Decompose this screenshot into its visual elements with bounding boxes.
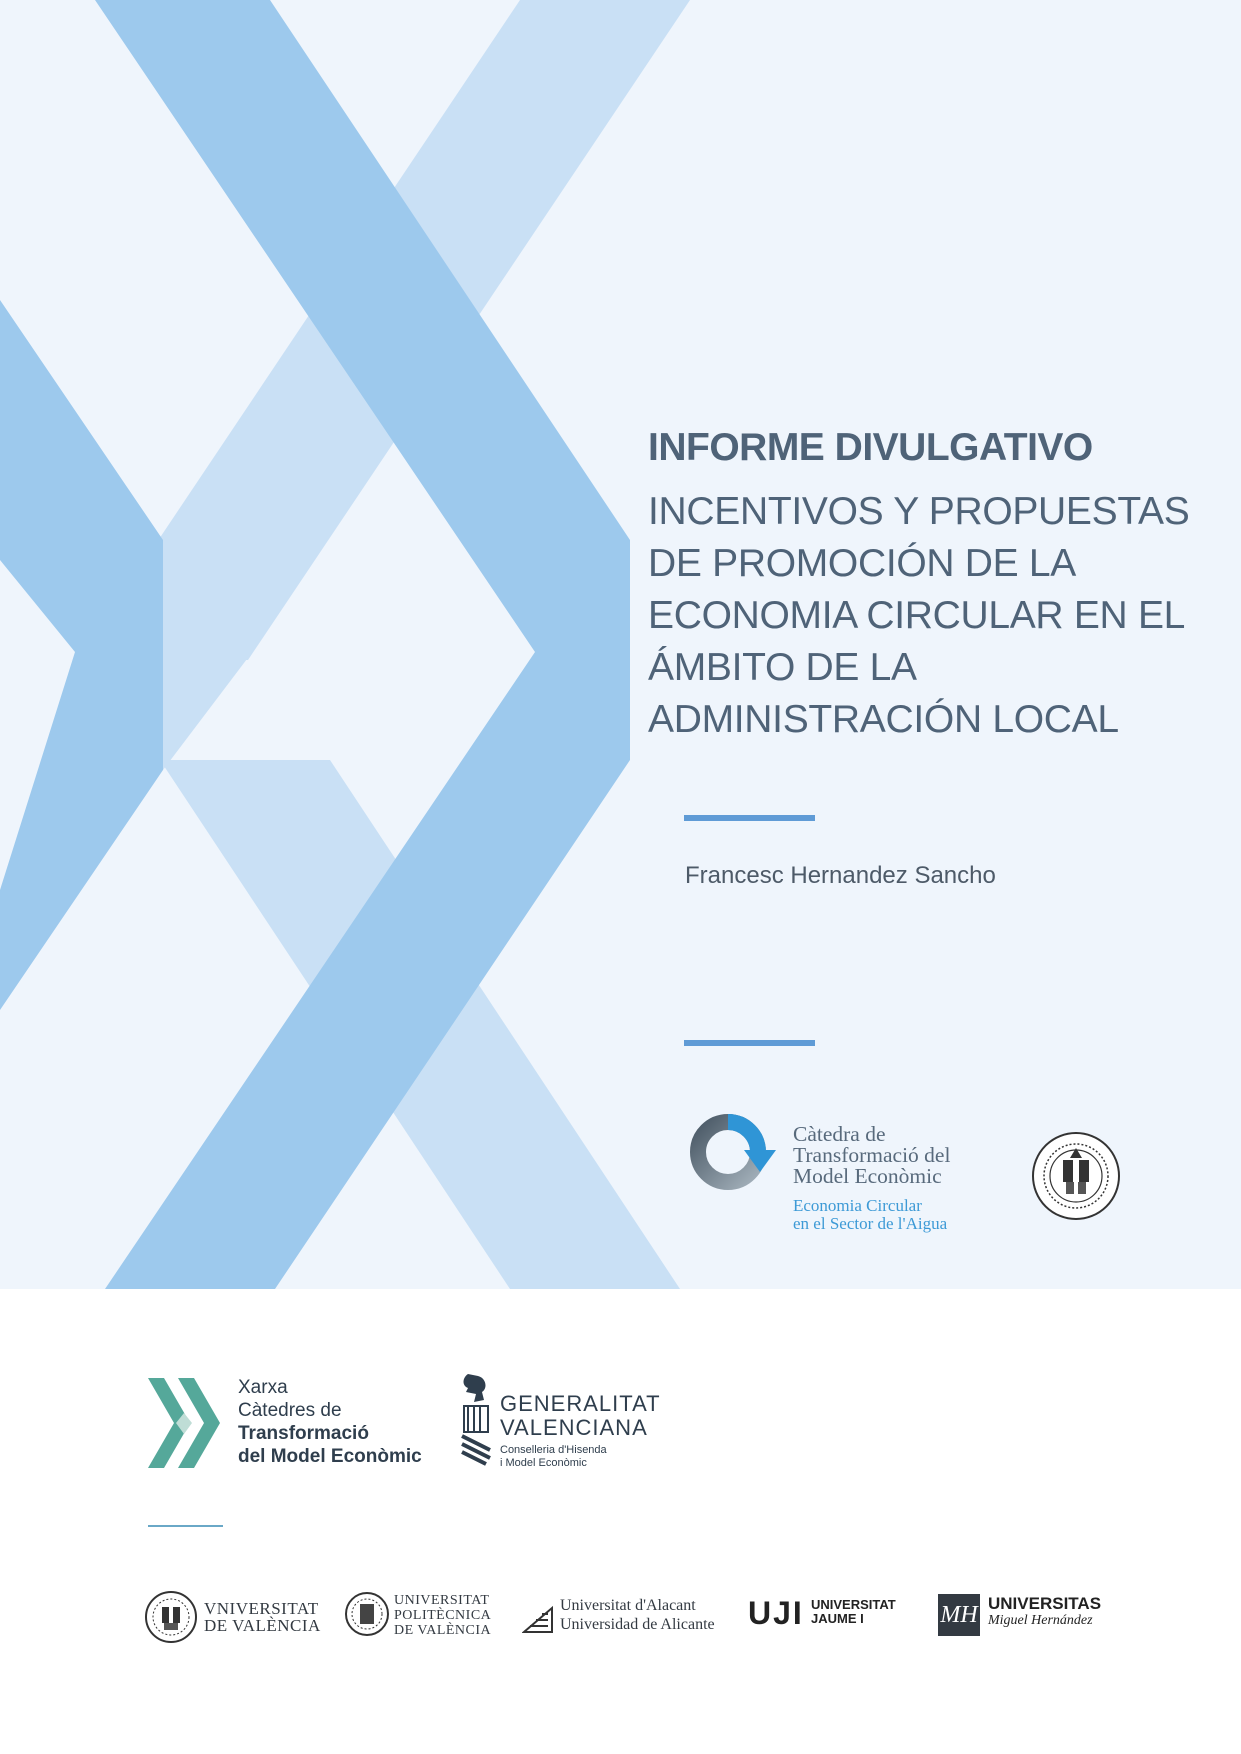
ua-line: Universitat d'Alacant — [560, 1597, 696, 1614]
uji-mark: UJI — [748, 1595, 804, 1631]
xarxa-line: Transformació — [238, 1423, 369, 1444]
author-name: Francesc Hernandez Sancho — [685, 862, 996, 889]
divider-top — [684, 815, 815, 821]
divider-bottom — [684, 1040, 815, 1046]
generalitat-line: VALENCIANA — [500, 1415, 648, 1440]
title-line: ÁMBITO DE LA — [648, 646, 917, 689]
conselleria-line: Conselleria d'Hisenda — [500, 1444, 607, 1456]
uji-line: JAUME I — [811, 1611, 864, 1626]
ua-line: Universidad de Alicante — [560, 1616, 715, 1633]
umh-mark: MH — [938, 1594, 980, 1636]
catedra-line: Model Econòmic — [793, 1164, 942, 1188]
uji-line: UNIVERSITAT — [811, 1597, 896, 1612]
upv-line: DE VALÈNCIA — [394, 1623, 492, 1638]
umh-line: UNIVERSITAS — [988, 1594, 1102, 1613]
ua-logo-icon — [522, 1590, 556, 1644]
generalitat-line: GENERALITAT — [500, 1391, 661, 1416]
xarxa-line: Càtedres de — [238, 1400, 342, 1421]
xarxa-name — [238, 1376, 422, 1468]
logo-universitat-politecnica — [344, 1590, 494, 1644]
upv-line: UNIVERSITAT — [394, 1593, 490, 1608]
catedra-sub-line: en el Sector de l'Aigua — [793, 1214, 948, 1233]
title-block — [648, 424, 1208, 746]
catedra-line: Transformació del — [793, 1143, 951, 1167]
bottom-divider — [148, 1525, 223, 1527]
catedra-sub-line: Economia Circular — [793, 1196, 922, 1215]
title-line: ECONOMIA CIRCULAR EN EL — [648, 594, 1186, 637]
uv-line: VNIVERSITAT — [204, 1599, 319, 1618]
upv-line: POLITÈCNICA — [394, 1608, 492, 1623]
logo-universitat-jaume — [748, 1590, 908, 1644]
xarxa-line: del Model Econòmic — [238, 1446, 422, 1467]
xarxa-logo-icon — [148, 1378, 226, 1468]
report-type-label: INFORME DIVULGATIVO — [648, 426, 1093, 469]
logo-universitat-valencia — [144, 1590, 321, 1644]
generalitat-name — [500, 1392, 661, 1470]
university-seal-icon — [1030, 1130, 1122, 1222]
uv-line: DE VALÈNCIA — [204, 1616, 321, 1635]
catedra-subtitle — [793, 1197, 947, 1233]
catedra-line: Càtedra de — [793, 1122, 886, 1146]
umh-line: Miguel Hernández — [988, 1613, 1093, 1628]
report-title — [648, 486, 1208, 746]
generalitat-emblem-icon — [458, 1372, 494, 1470]
logo-universidad-alicante — [522, 1590, 715, 1644]
title-line: ADMINISTRACIÓN LOCAL — [648, 698, 1119, 741]
title-line: INCENTIVOS Y PROPUESTAS — [648, 490, 1190, 533]
logo-universitas-miguel-hernandez — [938, 1590, 1102, 1644]
uv-seal-icon — [144, 1590, 198, 1644]
xarxa-line: Xarxa — [238, 1377, 288, 1398]
conselleria-line: i Model Econòmic — [500, 1457, 587, 1469]
upv-seal-icon — [344, 1590, 390, 1644]
title-line: DE PROMOCIÓN DE LA — [648, 542, 1076, 585]
catedra-name — [793, 1124, 950, 1187]
catedra-logo-icon — [688, 1110, 783, 1195]
